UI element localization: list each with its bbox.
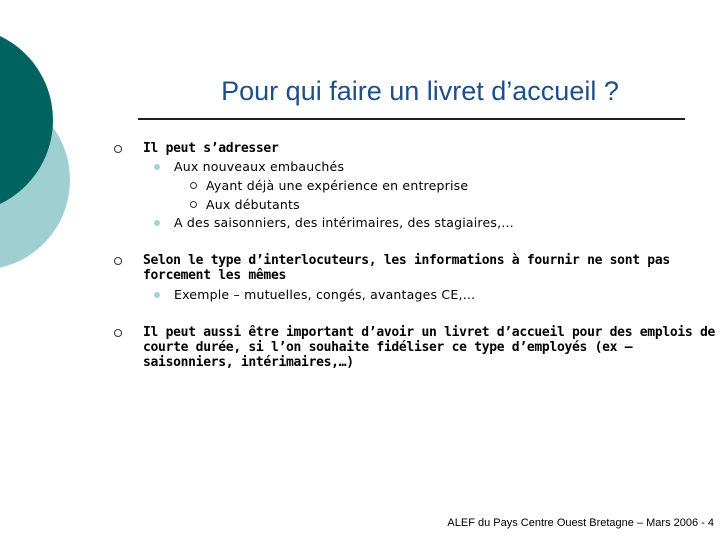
bullet-1-text: Il peut s’adresser <box>143 141 279 156</box>
bullet-marker <box>114 329 122 337</box>
bullet-1-sub-1-a <box>206 178 468 193</box>
bullet-1-sub-1-a-text: Ayant déjà une expérience en entreprise <box>206 178 469 193</box>
bullet-marker <box>114 257 122 265</box>
sub-sub-bullet-marker <box>190 182 197 189</box>
bullet-1-sub-1-b-text: Aux débutants <box>206 197 300 212</box>
bullet-marker <box>114 145 122 153</box>
sub-bullet-marker <box>154 220 160 226</box>
bullet-2-sub-1 <box>174 287 475 302</box>
bullet-1-sub-2-text: A des saisonniers, des intérimaires, des stagiaires,… <box>174 215 514 230</box>
bullet-1-sub-1-text: Aux nouveaux embauchés <box>174 159 345 174</box>
bullet-3 <box>143 325 720 370</box>
sub-bullet-marker <box>154 292 160 298</box>
bullet-2 <box>143 253 720 283</box>
slide-footer: ALEF du Pays Centre Ouest Bretagne – Mars 2006 - 4 <box>447 517 714 529</box>
bullet-2-text: Selon le type d’interlocuteurs, les informations à fournir ne sont pas forcement les mêmes <box>143 253 670 283</box>
sub-bullet-marker <box>154 164 160 170</box>
bullet-3-text: Il peut aussi être important d’avoir un livret d’accueil pour des emplois de courte durée, si l’on souhaite fidéliser ce type d’employés (ex – saisonniers, intérimaires,…) <box>143 325 716 370</box>
sub-sub-bullet-marker <box>190 201 197 208</box>
bullet-1-sub-1 <box>174 159 344 174</box>
bullet-2-sub-1-text: Exemple – mutuelles, congés, avantages CE,… <box>174 287 476 302</box>
slide-title: Pour qui faire un livret d’accueil ? <box>221 76 619 106</box>
bullet-1-sub-1-b <box>206 197 300 212</box>
bullet-1-sub-2 <box>174 215 514 230</box>
bullet-1 <box>143 141 720 156</box>
